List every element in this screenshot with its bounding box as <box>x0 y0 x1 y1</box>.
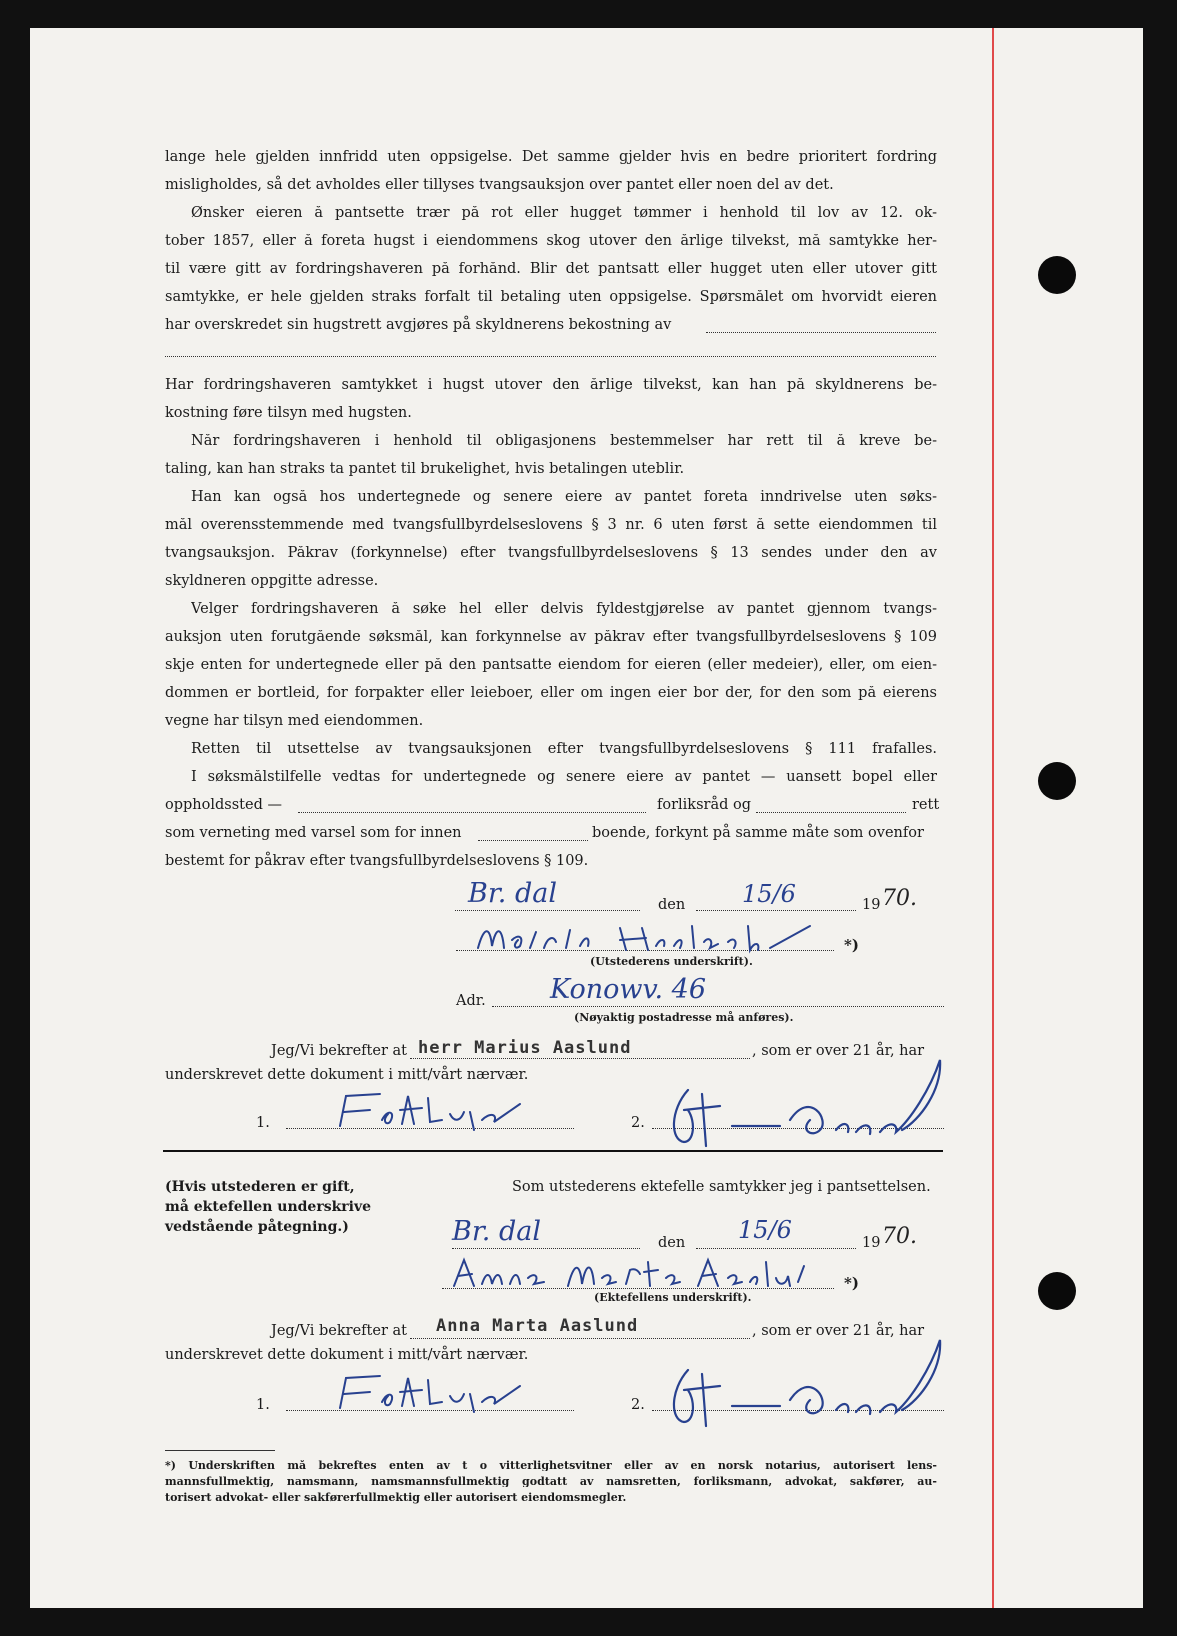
para5-line2: mål overensstemmende med tvangsfullbyrdelseslovens § 3 nr. 6 uten først å sette eiendommen til <box>165 518 937 533</box>
para2-line3: til være gitt av fordringshaveren på forhånd. Blir det pantsatt eller hugget uten eller utover gitt <box>165 262 937 277</box>
witness1-signature <box>330 1090 540 1134</box>
para4-line2: taling, kan han straks ta pantet til brukelighet, hvis betalingen uteblir. <box>165 461 685 477</box>
spouse-den-label: den <box>658 1235 686 1251</box>
para5-line3: tvangsauksjon. Påkrav (forkynnelse) efter tvangsfullbyrdelseslovens § 13 sendes under den av <box>165 546 937 561</box>
spouse-witness2-number: 2. <box>631 1397 645 1413</box>
witness2-signature <box>640 1050 960 1150</box>
punch-hole-top <box>1038 256 1076 294</box>
spouse-place-handwritten: Br. dal <box>452 1216 541 1247</box>
place-field[interactable] <box>455 910 640 911</box>
spouse-confirm-suffix: , som er over 21 år, har <box>752 1323 925 1339</box>
footnote-line2: mannsfullmektig, namsmann, namsmannsfullmektig godtatt av namsretten, forliksmann, advokat, sakfører, au- <box>165 1476 937 1487</box>
para8-line2c: rett <box>912 797 940 813</box>
footnote-line1: *) Underskriften må bekreftes enten av t o vitterlighetsvitner eller av en norsk notarius, autorisert lens- <box>165 1460 937 1471</box>
para8-line2a: oppholdssted — <box>165 797 282 813</box>
para6-line5: vegne har tilsyn med eiendommen. <box>165 713 424 729</box>
adr-label: Adr. <box>456 993 486 1009</box>
para2-line2: tober 1857, eller å foreta hugst i eiendommens skog utover den årlige tilvekst, må samtykke her- <box>165 234 937 249</box>
spouse-note-line2: må ektefellen underskrive <box>165 1199 372 1215</box>
para6-line4: dommen er bortleid, for forpakter eller leieboer, eller om ingen eier bor der, for den som på eierens <box>165 686 937 701</box>
spouse-consent: Som utstederens ektefelle samtykker jeg i pantsettelsen. <box>512 1179 931 1195</box>
witness2-number: 2. <box>631 1115 645 1131</box>
spouse-witness1-signature <box>330 1372 540 1416</box>
place-handwritten: Br. dal <box>468 878 557 909</box>
varsel-blank[interactable] <box>478 840 588 841</box>
para6-line1: Velger fordringshaveren å søke hel eller delvis fyldestgjørelse av pantet gjennom tvangs- <box>191 602 937 617</box>
spouse-confirm-prefix: Jeg/Vi bekrefter at <box>271 1323 407 1339</box>
para1-line1: lange hele gjelden innfridd uten oppsigelse. Det samme gjelder hvis en bedre prioritert fordring <box>165 150 937 165</box>
oppholdssted-blank[interactable] <box>298 812 646 813</box>
spouse-witness2-signature <box>640 1330 960 1430</box>
para6-line3: skje enten for undertegnede eller på den pantsatte eiendom for eieren (eller medeier), eller, om eien- <box>165 658 937 673</box>
para3-line1: Har fordringshaveren samtykket i hugst utover den årlige tilvekst, kan han på skyldnerens be- <box>165 378 937 393</box>
spouse-signature <box>448 1254 818 1294</box>
confirm-line2: underskrevet dette dokument i mitt/vårt nærvær. <box>165 1067 529 1083</box>
para2-line5: har overskredet sin hugstrett avgjøres på skyldnerens bekostning av <box>165 317 672 333</box>
confirm-prefix: Jeg/Vi bekrefter at <box>271 1043 407 1059</box>
address-field[interactable] <box>492 1006 944 1007</box>
para8-line1: I søksmålstilfelle vedtas for undertegnede og senere eiere av pantet — uansett bopel eller <box>191 770 937 785</box>
issuer-signature-text: Marius Aaslund <box>470 918 477 919</box>
punch-hole-bottom <box>1038 1272 1076 1310</box>
spouse-confirm-line2: underskrevet dette dokument i mitt/vårt nærvær. <box>165 1347 529 1363</box>
spouse-note-line1: (Hvis utstederen er gift, <box>165 1179 355 1195</box>
spouse-date-field[interactable] <box>696 1248 856 1249</box>
spouse-confirm-name-typed: Anna Marta Aaslund <box>436 1316 639 1336</box>
para1-line2: misligholdes, så det avholdes eller tillyses tvangsauksjon over pantet eller noen del av det. <box>165 177 834 193</box>
footnote-rule <box>165 1450 275 1451</box>
para5-line4: skyldneren oppgitte adresse. <box>165 573 379 589</box>
spouse-year-suffix: 70. <box>882 1224 917 1249</box>
para2-line4: samtykke, er hele gjelden straks forfalt til betaling uten oppsigelse. Spørsmålet om hvorvidt eieren <box>165 290 937 305</box>
red-margin-line <box>992 28 994 1608</box>
para7: Retten til utsettelse av tvangsauksjonen efter tvangsfullbyrdelseslovens § 111 frafalles. <box>191 742 937 757</box>
spouse-asterisk: *) <box>844 1274 859 1292</box>
hugst-assessor-blank[interactable] <box>706 332 936 333</box>
spouse-signature-text: Anna Marta Aaslund <box>448 1254 457 1255</box>
confirm-suffix: , som er over 21 år, har <box>752 1043 925 1059</box>
date-handwritten: 15/6 <box>742 880 796 908</box>
para8-line3a: som verneting med varsel som for innen <box>165 825 462 841</box>
para6-line2: auksjon uten forutgående søksmål, kan forkynnelse av påkrav efter tvangsfullbyrdelseslovens § 109 <box>165 630 937 645</box>
para8-line4: bestemt for påkrav efter tvangsfullbyrdelseslovens § 109. <box>165 853 589 869</box>
para5-line1: Han kan også hos undertegnede og senere eiere av pantet foreta inndrivelse uten søks- <box>191 490 937 505</box>
confirm-name-typed: herr Marius Aaslund <box>418 1038 632 1058</box>
year-suffix: 70. <box>882 886 917 911</box>
spouse-year-prefix: 19 <box>862 1235 881 1251</box>
witness1-number: 1. <box>256 1115 270 1131</box>
den-label: den <box>658 897 686 913</box>
spouse-date-handwritten: 15/6 <box>738 1216 792 1244</box>
spouse-signature-caption: (Ektefellens underskrift). <box>594 1291 752 1304</box>
issuer-asterisk: *) <box>844 936 859 954</box>
spouse-place-field[interactable] <box>452 1248 640 1249</box>
footnote-line3: torisert advokat- eller sakførerfullmektig eller autorisert eiendomsmegler. <box>165 1491 627 1504</box>
punch-hole-middle <box>1038 762 1076 800</box>
para8-line2b: forliksråd og <box>657 797 752 813</box>
spouse-witness1-number: 1. <box>256 1397 270 1413</box>
address-caption: (Nøyaktig postadresse må anføres). <box>574 1011 794 1024</box>
para3-line2: kostning føre tilsyn med hugsten. <box>165 405 412 421</box>
year-prefix: 19 <box>862 897 881 913</box>
issuer-signature <box>470 918 840 958</box>
spouse-note-line3: vedstående påtegning.) <box>165 1219 349 1235</box>
forliksrad-blank[interactable] <box>756 812 906 813</box>
para4-line1: Når fordringshaveren i henhold til obligasjonens bestemmelser har rett til å kreve be- <box>191 434 937 449</box>
date-field[interactable] <box>696 910 856 911</box>
address-handwritten: Konowv. 46 <box>550 974 707 1005</box>
para2-line1: Ønsker eieren å pantsette trær på rot eller hugget tømmer i henhold til lov av 12. ok- <box>191 206 937 221</box>
hugst-assessor-blank-2[interactable] <box>165 356 936 357</box>
para8-line3b: boende, forkynt på samme måte som ovenfor <box>592 825 924 841</box>
section-divider <box>163 1150 943 1152</box>
issuer-signature-caption: (Utstederens underskrift). <box>590 955 753 968</box>
